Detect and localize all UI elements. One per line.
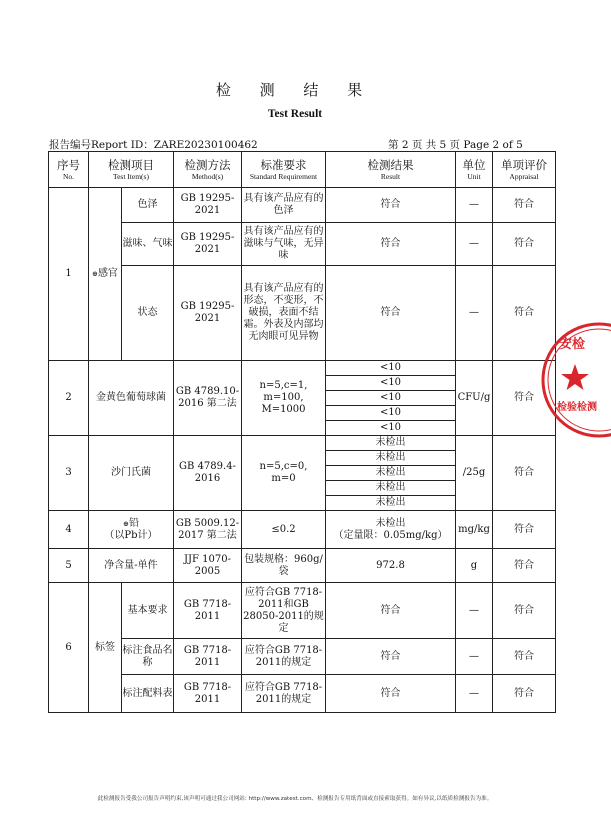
col-header-item: 检测项目 Test Item(s)	[89, 152, 174, 188]
result-cell: 972.8	[326, 549, 456, 583]
standard-cell: ≤0.2	[242, 511, 326, 549]
standard-cell: 具有该产品应有的色泽	[242, 188, 326, 223]
result-cell: <10	[326, 406, 456, 421]
table-row	[49, 266, 556, 361]
result-cell: 未检出	[326, 481, 456, 496]
result-cell: 未检出	[326, 451, 456, 466]
unit-cell: —	[456, 639, 493, 675]
appraisal-cell: 符合	[493, 549, 556, 583]
table-row	[49, 361, 556, 376]
sub-item: 滋味、气味	[122, 223, 174, 266]
method-cell: JJF 1070-2005	[174, 549, 242, 583]
result-cell: <10	[326, 361, 456, 376]
result-cell: 符合	[326, 266, 456, 361]
svg-text:检验检测: 检验检测	[557, 402, 597, 413]
star-icon	[561, 364, 589, 390]
unit-cell: CFU/g	[456, 361, 493, 436]
method-cell: GB 5009.12-2017 第二法	[174, 511, 242, 549]
result-cell: 符合	[326, 223, 456, 266]
group-cell: ⊕感官	[89, 188, 122, 361]
row-no: 3	[49, 436, 89, 511]
appraisal-cell: 符合	[493, 188, 556, 223]
appraisal-cell: 符合	[493, 583, 556, 639]
table-row	[49, 511, 556, 549]
method-cell: GB 4789.10-2016 第二法	[174, 361, 242, 436]
standard-cell: 应符合GB 7718-2011和GB 28050-2011的规定	[242, 583, 326, 639]
table-header-row	[49, 152, 556, 188]
appraisal-cell: 符合	[493, 675, 556, 713]
table-row	[49, 675, 556, 713]
sub-item: 色泽	[122, 188, 174, 223]
method-cell: GB 19295-2021	[174, 188, 242, 223]
sub-item: 基本要求	[122, 583, 174, 639]
unit-cell: —	[456, 675, 493, 713]
table-row	[49, 188, 556, 223]
item-cell: 金黄色葡萄球菌	[89, 361, 174, 436]
result-cell: 符合	[326, 583, 456, 639]
result-cell: 符合	[326, 639, 456, 675]
row-no: 5	[49, 549, 89, 583]
group-cell: 标签	[89, 583, 122, 713]
appraisal-cell: 符合	[493, 266, 556, 361]
result-cell: <10	[326, 421, 456, 436]
unit-cell: —	[456, 583, 493, 639]
unit-cell: /25g	[456, 436, 493, 511]
method-cell: GB 7718-2011	[174, 675, 242, 713]
table-row	[49, 223, 556, 266]
row-no: 6	[49, 583, 89, 713]
result-cell: 符合	[326, 188, 456, 223]
footer-disclaimer: 此检测报告受我公司报告声明约束,该声明可通过我公司网站: http://www.zatest.com、检测报告专用纸背面或直接索取获得。如有异议,以纸质检测报告为准。	[97, 796, 493, 802]
result-cell: 未检出	[326, 466, 456, 481]
table-row	[49, 549, 556, 583]
col-header-result: 检测结果 Result	[326, 152, 456, 188]
sub-item: 标注食品名称	[122, 639, 174, 675]
col-header-unit: 单位 Unit	[456, 152, 493, 188]
report-id: 报告编号Report ID：ZARE20230100462	[49, 139, 258, 151]
item-cell: 沙门氏菌	[89, 436, 174, 511]
standard-cell: n=5,c=0, m=0	[242, 436, 326, 511]
sub-item: 状态	[122, 266, 174, 361]
col-header-appraisal: 单项评价 Appraisal	[493, 152, 556, 188]
row-no: 4	[49, 511, 89, 549]
standard-cell: 应符合GB 7718-2011的规定	[242, 639, 326, 675]
sub-item: 标注配料表	[122, 675, 174, 713]
result-cell: <10	[326, 391, 456, 406]
method-cell: GB 7718-2011	[174, 583, 242, 639]
method-cell: GB 19295-2021	[174, 223, 242, 266]
standard-cell: n=5,c=1, m=100, M=1000	[242, 361, 326, 436]
report-title: 检 测 结 果	[215, 81, 375, 99]
result-cell: <10	[326, 376, 456, 391]
item-cell: ⊕铅 （以Pb计）	[89, 511, 174, 549]
appraisal-cell: 符合	[493, 223, 556, 266]
unit-cell: —	[456, 188, 493, 223]
unit-cell: —	[456, 266, 493, 361]
result-cell: 未检出	[326, 436, 456, 451]
result-cell: 未检出	[326, 496, 456, 511]
appraisal-cell: 符合	[493, 436, 556, 511]
unit-cell: g	[456, 549, 493, 583]
table-row	[49, 639, 556, 675]
svg-text:安检: 安检	[559, 337, 586, 352]
report-subtitle: Test Result	[267, 108, 323, 120]
standard-cell: 具有该产品应有的形态，不变形，不破损，表面不结霜。外表及内部均无肉眼可见异物	[242, 266, 326, 361]
standard-cell: 具有该产品应有的滋味与气味，无异味	[242, 223, 326, 266]
method-cell: GB 4789.4-2016	[174, 436, 242, 511]
method-cell: GB 19295-2021	[174, 266, 242, 361]
results-table	[48, 151, 556, 713]
table-row	[49, 583, 556, 639]
method-cell: GB 7718-2011	[174, 639, 242, 675]
col-header-method: 检测方法 Method(s)	[174, 152, 242, 188]
row-no: 1	[49, 188, 89, 361]
standard-cell: 应符合GB 7718-2011的规定	[242, 675, 326, 713]
result-cell: 未检出 （定量限：0.05mg/kg）	[326, 511, 456, 549]
standard-cell: 包装规格：960g/袋	[242, 549, 326, 583]
appraisal-cell: 符合	[493, 361, 556, 436]
appraisal-cell: 符合	[493, 511, 556, 549]
appraisal-cell: 符合	[493, 639, 556, 675]
unit-cell: mg/kg	[456, 511, 493, 549]
row-no: 2	[49, 361, 89, 436]
item-cell: 净含量-单件	[89, 549, 174, 583]
seal-graphic	[551, 318, 611, 442]
page-info: 第 2 页 共 5 页 Page 2 of 5	[388, 139, 523, 151]
result-cell: 符合	[326, 675, 456, 713]
official-seal	[551, 318, 597, 442]
unit-cell: —	[456, 223, 493, 266]
table-row	[49, 436, 556, 451]
col-header-no: 序号 No.	[49, 152, 89, 188]
col-header-standard: 标准要求 Standard Requirement	[242, 152, 326, 188]
